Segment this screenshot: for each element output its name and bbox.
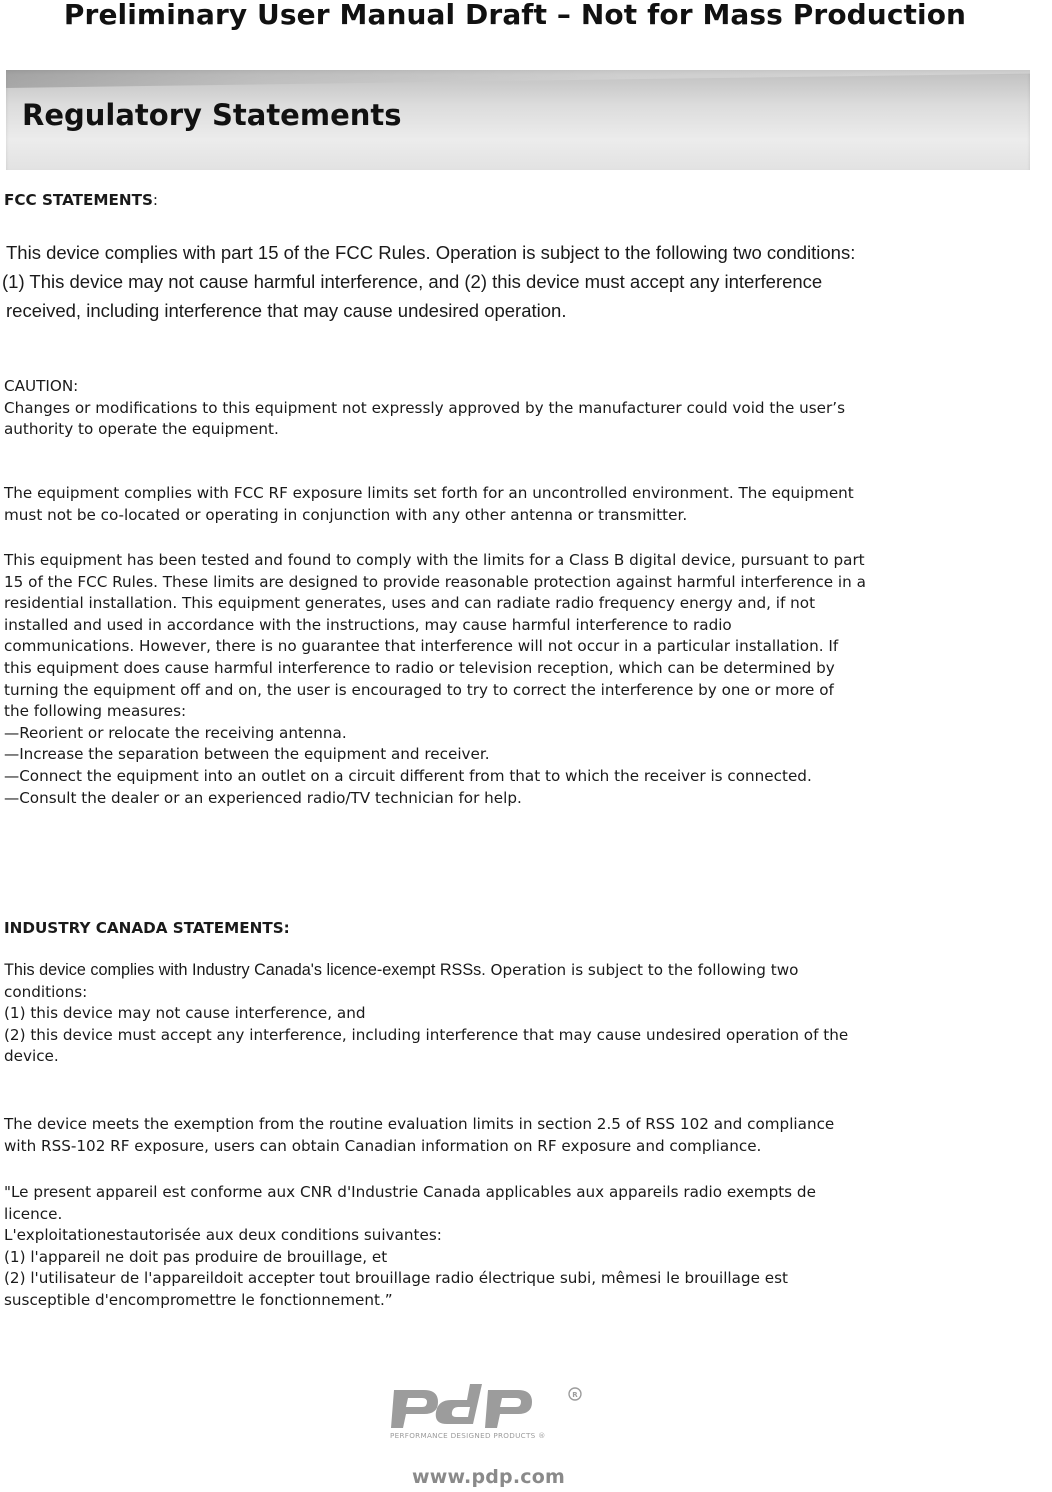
pdp-logo <box>388 1380 588 1442</box>
class-b-line: residential installation. This equipment generates, uses and can radiate radio frequency energy and, if not <box>4 594 816 613</box>
fcc-heading-text: FCC STATEMENTS <box>4 191 153 209</box>
ic-condition-line: (2) this device must accept any interference, including interference that may cause undesired operation of the <box>4 1025 849 1044</box>
ic-conditions-paragraph <box>4 960 1050 1068</box>
section-banner <box>6 70 1030 170</box>
pdp-logo-mark <box>391 1384 532 1428</box>
french-line: susceptible d'encompromettre le fonctionnement.” <box>4 1290 393 1309</box>
class-b-line: the following measures: <box>4 702 187 721</box>
fcc-compliance-paragraph <box>2 238 1052 325</box>
ic-exemption-paragraph <box>4 1114 1050 1157</box>
ic-exemption-line: The device meets the exemption from the routine evaluation limits in section 2.5 of RSS 102 and compliance <box>4 1115 835 1133</box>
pdp-logo-tagline: PERFORMANCE DESIGNED PRODUCTS ® <box>390 1431 546 1440</box>
ic-intro-arial: This device complies with Industry Canada's licence-exempt RSSs. <box>4 961 486 979</box>
fcc-heading <box>4 190 1050 212</box>
svg-text:R: R <box>572 1391 578 1399</box>
class-b-line: This equipment has been tested and found to comply with the limits for a Class B digital device, pursuant to part <box>4 551 865 569</box>
french-line: "Le present appareil est conforme aux CNR d'Industrie Canada applicables aux appareils radio exempts de <box>4 1183 816 1201</box>
rf-exposure-line: must not be co-located or operating in conjunction with any other antenna or transmitter. <box>4 505 688 524</box>
ic-exemption-line: with RSS-102 RF exposure, users can obtain Canadian information on RF exposure and compliance. <box>4 1136 762 1155</box>
rf-exposure-line: The equipment complies with FCC RF exposure limits set forth for an uncontrolled environment. The equipment <box>4 484 854 502</box>
caution-label: CAUTION: <box>4 377 79 395</box>
fcc-compliance-line: This device complies with part 15 of the FCC Rules. Operation is subject to the following two conditions: <box>6 242 856 263</box>
document-title: Preliminary User Manual Draft – Not for Mass Production <box>63 0 967 31</box>
section-title: Regulatory Statements <box>22 98 402 132</box>
class-b-line: this equipment does cause harmful interference to radio or television reception, which can be determined by <box>4 658 835 677</box>
ic-condition-line: device. <box>4 1047 59 1066</box>
french-paragraph <box>4 1182 1050 1312</box>
ic-intro-rest: Operation is subject to the following two <box>485 961 799 979</box>
fcc-heading-colon: : <box>152 191 159 209</box>
class-b-measure: —Reorient or relocate the receiving antenna. <box>4 723 347 742</box>
ic-condition-line: conditions: <box>4 982 88 1001</box>
french-line: (2) l'utilisateur de l'appareildoit accepter tout brouillage radio électrique subi, mêmesi le brouillage est <box>4 1269 788 1288</box>
class-b-measure: —Increase the separation between the equipment and receiver. <box>4 745 490 764</box>
french-line: L'exploitationestautorisée aux deux conditions suivantes: <box>4 1226 442 1245</box>
class-b-measure: —Consult the dealer or an experienced radio/TV technician for help. <box>4 788 522 807</box>
ic-condition-line: (1) this device may not cause interference, and <box>4 1004 366 1023</box>
class-b-line: 15 of the FCC Rules. These limits are designed to provide reasonable protection against harmful interference in a <box>4 572 866 591</box>
class-b-line: turning the equipment off and on, the user is encouraged to try to correct the interference by one or more of <box>4 680 834 699</box>
caution-line: authority to operate the equipment. <box>4 420 279 439</box>
class-b-line: communications. However, there is no guarantee that interference will not occur in a particular installation. If <box>4 637 839 656</box>
french-line: licence. <box>4 1204 63 1223</box>
class-b-measure: —Connect the equipment into an outlet on a circuit different from that to which the receiver is connected. <box>4 766 812 785</box>
website-url: www.pdp.com <box>412 1466 565 1488</box>
caution-paragraph <box>4 376 1050 441</box>
ic-heading-text: INDUSTRY CANADA STATEMENTS: <box>4 919 290 937</box>
class-b-line: installed and used in accordance with the instructions, may cause harmful interference to radio <box>4 615 732 634</box>
fcc-compliance-line: (1) This device may not cause harmful interference, and (2) this device must accept any interference <box>2 271 823 292</box>
rf-exposure-paragraph <box>4 483 1050 526</box>
ic-heading <box>4 918 1050 940</box>
caution-line: Changes or modifications to this equipment not expressly approved by the manufacturer could void the user’s <box>4 398 846 417</box>
class-b-paragraph <box>4 550 1050 809</box>
fcc-compliance-line: received, including interference that may cause undesired operation. <box>6 300 567 321</box>
french-line: (1) l'appareil ne doit pas produire de brouillage, et <box>4 1247 388 1266</box>
